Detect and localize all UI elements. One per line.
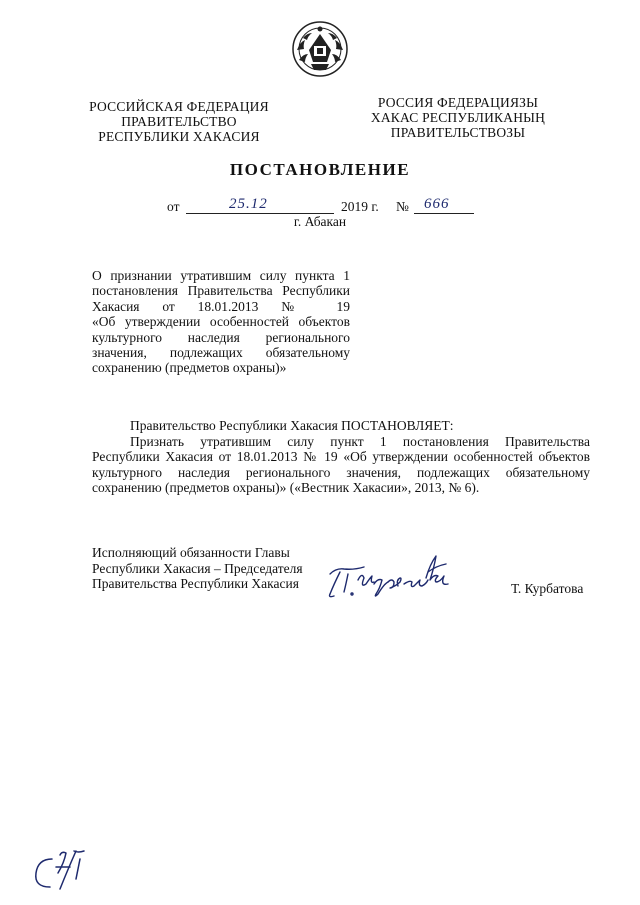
header-right-line: ПРАВИТЕЛЬСТВОЗЫ [390,125,526,140]
signatory-position [92,545,352,592]
header-right [358,95,558,140]
subject-line: культурного наследия регионального [92,329,350,345]
signatory-line: Республики Хакасия – Председателя [92,560,303,576]
coat-of-arms-icon [291,20,349,78]
date-from-label: от [167,199,180,214]
signer-name: Т. Курбатова [511,581,584,596]
subject-block [92,268,350,376]
subject-line: постановления Правительства Республики [92,283,350,299]
date-handwritten: 25.12 [229,196,268,212]
resolution-body [92,418,590,496]
number-handwritten: 666 [424,196,450,212]
subject-line: О признании утратившим силу пункта 1 [92,268,350,283]
header-left [84,99,274,144]
subject-line: сохранению (предметов охраны)» [92,360,287,376]
header-left-line: ПРАВИТЕЛЬСТВО [121,114,237,129]
signatory-line: Правительства Республики Хакасия [92,576,299,591]
signatory-line: Исполняющий обязанности Главы [92,545,290,560]
body-paragraph-2-line: Республики Хакасия от 18.01.2013 № 19 «Об утверждении особенностей объектов [92,449,590,464]
header-right-line: РОССИЯ ФЕДЕРАЦИЯЗЫ [377,95,539,110]
header-right-line: ХАКАС РЕСПУБЛИКАНЫҢ [370,110,546,125]
subject-line: значения, подлежащих обязательному [92,345,350,361]
body-paragraph-1: Правительство Республики Хакасия ПОСТАНОВЛЯЕТ: [130,418,454,433]
subject-line: Хакасия от 18.01.2013 № 19 [92,298,350,314]
header-left-line: РОССИЙСКАЯ ФЕДЕРАЦИЯ [89,99,269,114]
city: г. Абакан [293,214,347,229]
handwritten-page-mark [30,845,100,893]
handwritten-signature [322,552,482,604]
header-left-line: РЕСПУБЛИКИ ХАКАСИЯ [98,129,260,144]
document-title: ПОСТАНОВЛЕНИЕ [229,160,411,179]
date-year: 2019 г. [341,199,379,214]
body-paragraph-2-line: Признать утратившим силу пункт 1 постановления Правительства [130,433,590,449]
subject-line: «Об утверждении особенностей объектов [92,314,350,330]
number-label: № [396,199,409,214]
body-paragraph-2-line: культурного наследия регионального значения, подлежащих обязательному [92,464,590,480]
body-paragraph-2-line: сохранению (предметов охраны)» («Вестник Хакасии», 2013, № 6). [92,480,480,495]
